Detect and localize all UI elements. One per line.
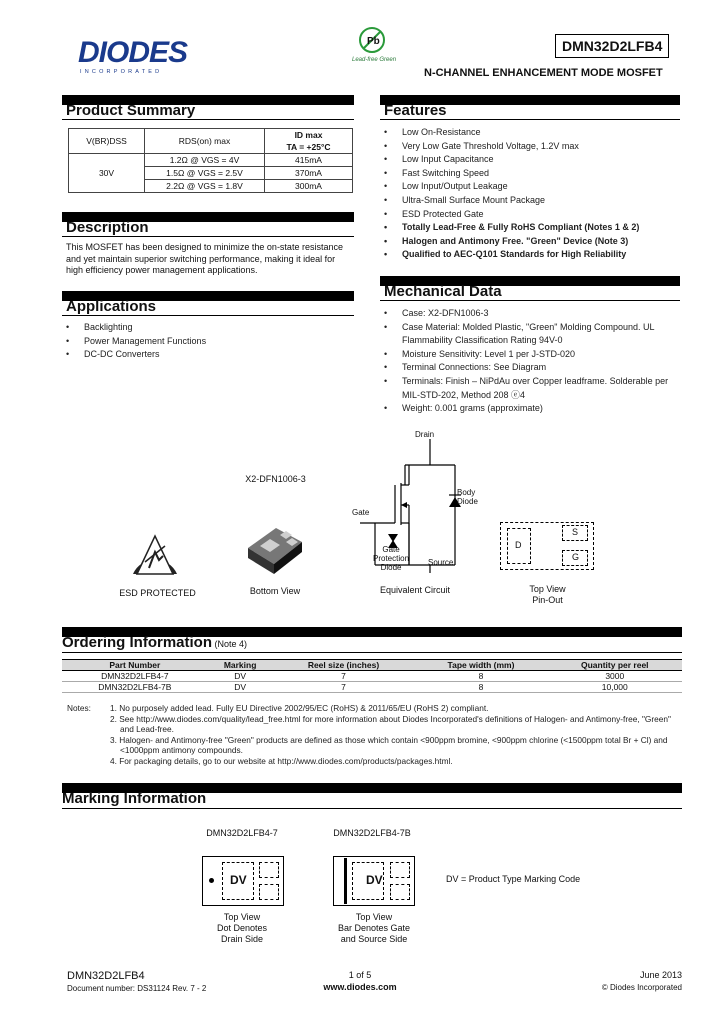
list-item: • DC-DC Converters bbox=[62, 348, 352, 362]
features-title: Features bbox=[384, 102, 447, 119]
list-item: • Case: X2-DFN1006-3 bbox=[380, 307, 676, 321]
list-item: • Very Low Gate Threshold Voltage, 1.2V max bbox=[380, 140, 680, 154]
list-item: • Low Input/Output Leakage bbox=[380, 180, 680, 194]
list-item: • Halogen and Antimony Free. "Green" Device (Note 3) bbox=[380, 235, 680, 249]
list-item: • Case Material: Molded Plastic, "Green" Molding Compound. UL Flammability Classification Rating 94V-0 bbox=[380, 321, 676, 348]
rds-value: 2.2Ω @ VGS = 1.8V bbox=[145, 180, 265, 193]
company-logo-sub: INCORPORATED bbox=[80, 69, 163, 75]
id-value: 300mA bbox=[265, 180, 353, 193]
list-item: • Fast Switching Speed bbox=[380, 167, 680, 181]
ordering-table bbox=[62, 659, 682, 693]
section-rule bbox=[62, 315, 354, 316]
pb-symbol: Pb bbox=[367, 36, 380, 47]
gate-bar-icon bbox=[344, 858, 347, 904]
leadfree-icon bbox=[358, 26, 386, 54]
footer-doc: Document number: DS31124 Rev. 7 - 2 bbox=[67, 984, 207, 993]
features-list bbox=[380, 126, 680, 262]
rds-header: RDS(on) max bbox=[145, 129, 265, 154]
gate-label: Gate bbox=[352, 508, 370, 517]
note-line: 2. See http://www.diodes.com/quality/lead_free.html for more information about Diodes Incorporated's definitions of Halogen- and Antimony-free, "Green" bbox=[110, 713, 671, 724]
list-item: • Low Input Capacitance bbox=[380, 153, 680, 167]
table-row bbox=[62, 671, 682, 682]
ord-cell: 7 bbox=[273, 671, 415, 682]
ord-header: Part Number bbox=[62, 660, 208, 671]
description-line: high efficiency power management applications. bbox=[66, 265, 258, 275]
list-item: • Terminals: Finish – NiPdAu over Copper leadframe. Solderable per MIL-STD-202, Method 208 ⓔ4 bbox=[380, 375, 676, 402]
pad-outline bbox=[390, 884, 410, 900]
ord-cell: 3000 bbox=[548, 671, 682, 682]
drain-dot-icon bbox=[209, 878, 214, 883]
note-line: 1. No purposely added lead. Fully EU Directive 2002/95/EC (RoHS) & 2011/65/EU (RoHS 2) compliant. bbox=[110, 703, 489, 713]
ord-cell: 8 bbox=[414, 682, 547, 693]
company-logo: DIODES bbox=[78, 36, 188, 69]
marking-legend: DV = Product Type Marking Code bbox=[446, 874, 581, 884]
list-item: • Moisture Sensitivity: Level 1 per J-STD-020 bbox=[380, 348, 676, 362]
body-diode-label: Body Diode bbox=[457, 488, 478, 506]
ord-header: Quantity per reel bbox=[548, 660, 682, 671]
ord-cell: DMN32D2LFB4-7 bbox=[62, 671, 208, 682]
footer-page: 1 of 5 bbox=[348, 970, 372, 980]
top-view-label: Top View Pin-Out bbox=[529, 584, 566, 605]
leadfree-label: Lead-free Green bbox=[352, 57, 397, 63]
section-rule bbox=[62, 652, 682, 653]
source-label: Source bbox=[428, 558, 454, 567]
pin-s-label: S bbox=[572, 527, 579, 537]
ord-header: Marking bbox=[208, 660, 273, 671]
list-item: • Qualified to AEC-Q101 Standards for High Reliability bbox=[380, 248, 680, 262]
marking-left-part: DMN32D2LFB4-7 bbox=[206, 828, 278, 838]
list-item: • Ultra-Small Surface Mount Package bbox=[380, 194, 680, 208]
id-value: 415mA bbox=[265, 154, 353, 167]
id-header: ID max bbox=[265, 129, 353, 142]
ordering-title: Ordering Information bbox=[62, 634, 212, 651]
note-line: 3. Halogen- and Antimony-free "Green" products are defined as those which contain <900ppm bromine, <900ppm chlorine (<1500ppm total Br + Cl) and bbox=[110, 734, 668, 745]
list-item: • Terminal Connections: See Diagram bbox=[380, 361, 676, 375]
mechanical-title: Mechanical Data bbox=[384, 283, 502, 300]
marking-right-part: DMN32D2LFB4-7B bbox=[333, 828, 411, 838]
notes-label: Notes: bbox=[67, 703, 91, 713]
list-item: • Low On-Resistance bbox=[380, 126, 680, 140]
vbr-value: 30V bbox=[69, 154, 145, 193]
rds-value: 1.5Ω @ VGS = 2.5V bbox=[145, 167, 265, 180]
footer-part: DMN32D2LFB4 bbox=[67, 970, 145, 982]
product-summary-title: Product Summary bbox=[66, 102, 196, 119]
ord-cell: 7 bbox=[273, 682, 415, 693]
list-item: • ESD Protected Gate bbox=[380, 208, 680, 222]
footer-date: June 2013 bbox=[639, 970, 682, 980]
marking-code: DV bbox=[230, 873, 247, 887]
marking-right-caption: Top View Bar Denotes Gate and Source Side bbox=[337, 912, 411, 944]
note-line: and Lead-free. bbox=[120, 724, 174, 735]
list-item: • Weight: 0.001 grams (approximate) bbox=[380, 402, 676, 416]
ord-header: Reel size (inches) bbox=[273, 660, 415, 671]
ord-cell: 8 bbox=[414, 671, 547, 682]
applications-list bbox=[62, 321, 352, 362]
ordering-note-ref: (Note 4) bbox=[214, 639, 248, 649]
ord-header: Tape width (mm) bbox=[414, 660, 547, 671]
list-item: • Totally Lead-Free & Fully RoHS Compliant (Notes 1 & 2) bbox=[380, 221, 680, 235]
id-value: 370mA bbox=[265, 167, 353, 180]
section-rule bbox=[380, 119, 680, 120]
gate-diode-label: Gate Protection Diode bbox=[373, 545, 410, 572]
section-rule bbox=[62, 119, 354, 120]
description-line: and yet maintain superior switching performance, making it ideal for bbox=[66, 253, 336, 264]
equivalent-circuit-label: Equivalent Circuit bbox=[379, 585, 451, 595]
marking-code: DV bbox=[366, 873, 383, 887]
mechanical-list bbox=[380, 307, 676, 416]
vbr-header: V(BR)DSS bbox=[69, 129, 145, 154]
ord-cell: DV bbox=[208, 682, 273, 693]
pad-outline bbox=[390, 862, 410, 878]
description-title: Description bbox=[66, 219, 149, 236]
description-text bbox=[66, 242, 358, 277]
section-rule bbox=[62, 808, 682, 809]
list-item: • Power Management Functions bbox=[62, 335, 352, 349]
marking-left-caption: Top View Dot Denotes Drain Side bbox=[216, 912, 268, 944]
note-line: 4. For packaging details, go to our website at http://www.diodes.com/products/packages.html. bbox=[110, 755, 453, 766]
list-item: • Backlighting bbox=[62, 321, 352, 335]
esd-protected-icon bbox=[125, 522, 185, 582]
ord-cell: DV bbox=[208, 671, 273, 682]
part-number-box: DMN32D2LFB4 bbox=[555, 34, 669, 58]
pad-outline bbox=[259, 862, 279, 878]
ordering-title-row bbox=[62, 634, 247, 651]
pin-g-label: G bbox=[572, 552, 580, 562]
marking-title: Marking Information bbox=[62, 790, 207, 807]
section-rule bbox=[380, 300, 680, 301]
pin-d-label: D bbox=[515, 540, 522, 550]
footer-site: www.diodes.com bbox=[323, 982, 397, 992]
drain-label: Drain bbox=[415, 430, 435, 439]
description-line: This MOSFET has been designed to minimize the on-state resistance bbox=[66, 242, 343, 252]
bottom-view-label: Bottom View bbox=[249, 586, 301, 596]
pad-outline bbox=[259, 884, 279, 900]
table-row bbox=[62, 682, 682, 693]
page-subtitle: N-CHANNEL ENHANCEMENT MODE MOSFET bbox=[424, 67, 663, 79]
section-rule bbox=[62, 236, 354, 237]
note-line: <1000ppm antimony compounds. bbox=[120, 745, 243, 756]
ord-cell: 10,000 bbox=[548, 682, 682, 693]
footer-copyright: © Diodes Incorporated bbox=[601, 983, 682, 992]
esd-label: ESD PROTECTED bbox=[119, 588, 196, 598]
notes-block bbox=[110, 703, 680, 767]
applications-title: Applications bbox=[66, 298, 157, 315]
package-image bbox=[240, 510, 310, 580]
ta-header: TA = +25°C bbox=[265, 141, 353, 154]
package-name: X2-DFN1006-3 bbox=[245, 474, 306, 484]
product-summary-table bbox=[68, 128, 353, 193]
rds-value: 1.2Ω @ VGS = 4V bbox=[145, 154, 265, 167]
ord-cell: DMN32D2LFB4-7B bbox=[62, 682, 208, 693]
